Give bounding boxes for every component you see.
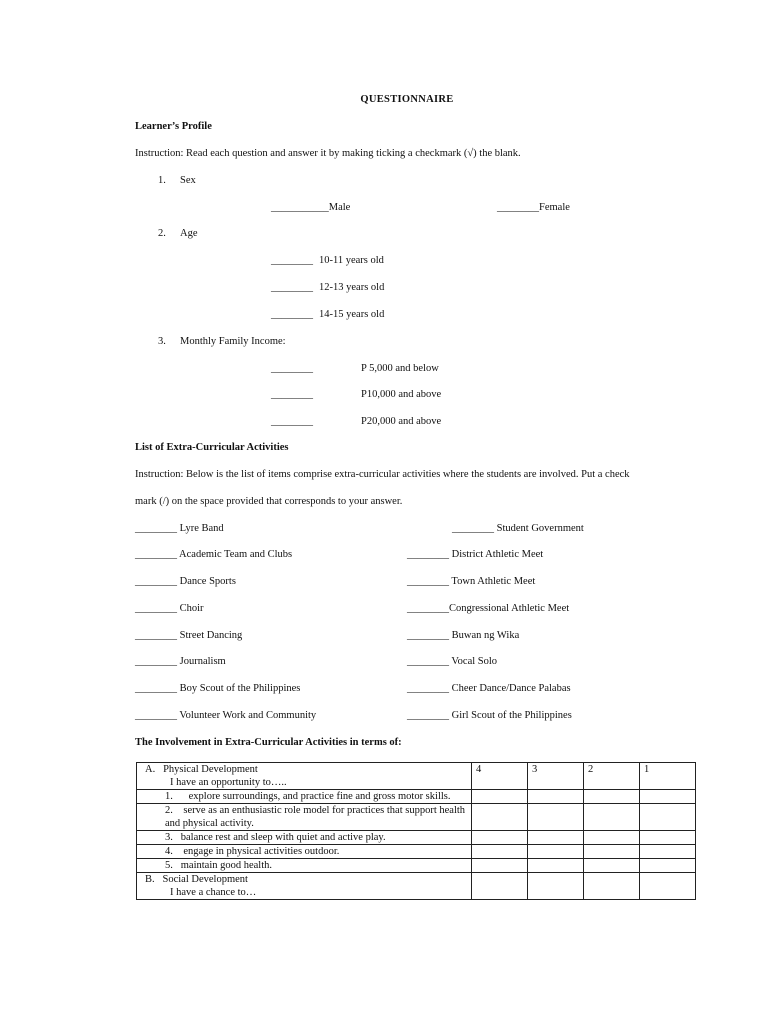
activity-item[interactable]: ________ Street Dancing — [135, 630, 243, 641]
table-row — [137, 873, 696, 900]
activity-item[interactable]: ________ Buwan ng Wika — [407, 630, 520, 641]
income-option-label: P20,000 and above — [361, 416, 442, 427]
activity-item[interactable]: ________ Choir — [135, 603, 204, 614]
q2-label: Age — [180, 228, 198, 239]
age-option-blank[interactable]: ________ — [271, 255, 313, 266]
income-option-blank[interactable]: ________ — [271, 416, 313, 427]
involvement-heading: The Involvement in Extra-Curricular Activities in terms of: — [135, 737, 402, 748]
rating-cell[interactable] — [640, 845, 696, 859]
activity-item[interactable]: ________ Dance Sports — [135, 576, 236, 587]
section-b-label: B. Social Development — [145, 874, 248, 885]
activity-item[interactable]: ________ Student Government — [452, 523, 584, 534]
item-number: 5. — [165, 860, 173, 871]
rating-cell[interactable] — [584, 873, 640, 900]
item-text: serve as an enthusiastic role model for practices that support health and physical activity. — [165, 805, 466, 829]
age-option-label: 12-13 years old — [319, 282, 385, 293]
rating-cell[interactable] — [472, 831, 528, 845]
age-option-label: 14-15 years old — [319, 309, 385, 320]
q1-number: 1. — [158, 175, 166, 186]
activity-item[interactable]: ________ Academic Team and Clubs — [135, 549, 293, 560]
rating-cell[interactable] — [640, 831, 696, 845]
rating-cell[interactable] — [640, 873, 696, 900]
activity-item[interactable]: ________ Volunteer Work and Community — [135, 710, 317, 721]
rating-cell[interactable] — [584, 804, 640, 831]
rating-cell[interactable] — [584, 845, 640, 859]
page-title: QUESTIONNAIRE — [360, 94, 454, 105]
rating-cell[interactable] — [528, 831, 584, 845]
table-row — [137, 859, 696, 873]
activities-heading: List of Extra-Curricular Activities — [135, 442, 289, 453]
q1-label: Sex — [180, 175, 196, 186]
rating-cell[interactable] — [472, 804, 528, 831]
rating-cell[interactable] — [528, 859, 584, 873]
rating-cell[interactable] — [528, 790, 584, 804]
age-option-blank[interactable]: ________ — [271, 309, 313, 320]
rating-cell[interactable] — [528, 845, 584, 859]
profile-instruction: Instruction: Read each question and answer it by making ticking a checkmark (√) the blank. — [135, 148, 521, 159]
learners-profile-heading: Learner’s Profile — [135, 121, 212, 132]
table-row — [137, 804, 696, 831]
rating-cell[interactable] — [528, 873, 584, 900]
activities-instruction-line2: mark (/) on the space provided that corresponds to your answer. — [135, 496, 403, 507]
income-option-blank[interactable]: ________ — [271, 389, 313, 400]
section-a-subtitle: I have an opportunity to….. — [170, 777, 287, 788]
activity-item[interactable]: ________ Vocal Solo — [407, 656, 498, 667]
table-row — [137, 790, 696, 804]
income-option-label: P10,000 and above — [361, 389, 442, 400]
q3-label: Monthly Family Income: — [180, 336, 286, 347]
rating-cell[interactable] — [640, 790, 696, 804]
scale-header: 3 — [528, 763, 584, 790]
activity-item[interactable]: ________ Lyre Band — [135, 523, 224, 534]
table-row — [137, 831, 696, 845]
item-number: 4. — [165, 846, 173, 857]
section-a-label: A. Physical Development — [145, 764, 258, 775]
scale-header: 4 — [472, 763, 528, 790]
activity-item[interactable]: ________ Journalism — [135, 656, 226, 667]
rating-cell[interactable] — [584, 859, 640, 873]
age-option-blank[interactable]: ________ — [271, 282, 313, 293]
activities-instruction-line1: Instruction: Below is the list of items comprise extra-curricular activities where the students are involved. Put a check — [135, 469, 630, 480]
item-text: balance rest and sleep with quiet and active play. — [180, 832, 386, 843]
sex-female-option[interactable]: ________Female — [497, 202, 570, 213]
sex-male-option[interactable]: ___________Male — [271, 202, 351, 213]
involvement-table — [136, 762, 696, 900]
activity-item[interactable]: ________ Girl Scout of the Philippines — [407, 710, 572, 721]
activity-item[interactable]: ________ Boy Scout of the Philippines — [135, 683, 301, 694]
rating-cell[interactable] — [528, 804, 584, 831]
item-number: 1. — [165, 791, 173, 802]
rating-cell[interactable] — [640, 804, 696, 831]
rating-cell[interactable] — [472, 845, 528, 859]
table-row — [137, 845, 696, 859]
item-text: engage in physical activities outdoor. — [183, 846, 340, 857]
rating-cell[interactable] — [584, 831, 640, 845]
rating-cell[interactable] — [472, 859, 528, 873]
item-number: 2. — [165, 805, 173, 816]
activity-item[interactable]: ________ Cheer Dance/Dance Palabas — [407, 683, 571, 694]
rating-cell[interactable] — [640, 859, 696, 873]
age-option-label: 10-11 years old — [319, 255, 384, 266]
q3-number: 3. — [158, 336, 166, 347]
item-number: 3. — [165, 832, 173, 843]
activity-item[interactable]: ________Congressional Athletic Meet — [407, 603, 570, 614]
rating-cell[interactable] — [472, 790, 528, 804]
activity-item[interactable]: ________ Town Athletic Meet — [407, 576, 536, 587]
income-option-label: P 5,000 and below — [361, 363, 439, 374]
scale-header: 2 — [584, 763, 640, 790]
activity-item[interactable]: ________ District Athletic Meet — [407, 549, 544, 560]
scale-header: 1 — [640, 763, 696, 790]
item-text: explore surroundings, and practice fine and gross motor skills. — [188, 791, 451, 802]
section-b-subtitle: I have a chance to… — [170, 887, 257, 898]
table-row — [137, 763, 696, 790]
q2-number: 2. — [158, 228, 166, 239]
income-option-blank[interactable]: ________ — [271, 363, 313, 374]
rating-cell[interactable] — [472, 873, 528, 900]
item-text: maintain good health. — [180, 860, 273, 871]
rating-cell[interactable] — [584, 790, 640, 804]
